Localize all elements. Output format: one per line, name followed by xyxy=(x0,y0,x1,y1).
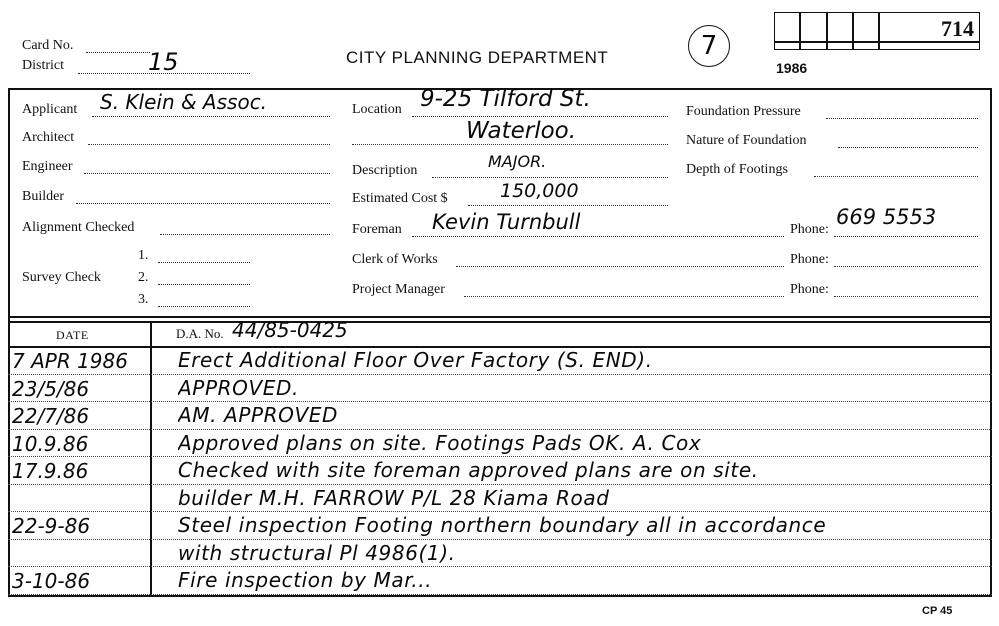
log-row xyxy=(8,457,992,485)
log-bottom-rule xyxy=(8,595,992,597)
cost-label: Estimated Cost $ xyxy=(352,191,448,206)
engineer-line xyxy=(84,173,330,174)
alignment-line xyxy=(160,234,330,235)
builder-line xyxy=(76,203,330,204)
card-number: 714 xyxy=(941,16,974,41)
pm-line xyxy=(464,296,784,297)
log-text: APPROVED. xyxy=(178,375,299,400)
log-row xyxy=(8,402,992,430)
district-value: 15 xyxy=(148,48,179,76)
description-line xyxy=(432,177,668,178)
cost-value: 150,000 xyxy=(500,180,579,202)
nature-line xyxy=(838,147,978,148)
form-code: CP 45 xyxy=(922,605,953,617)
location-label: Location xyxy=(352,102,402,117)
foundation-pressure-line xyxy=(826,118,978,119)
log-row xyxy=(8,540,992,568)
survey-3: 3. xyxy=(138,292,149,307)
log-text: Erect Additional Floor Over Factory (S. END). xyxy=(178,348,653,372)
card-no-label: Card No. xyxy=(22,38,74,53)
circled-number xyxy=(688,25,730,67)
log-row xyxy=(8,375,992,403)
department-title: CITY PLANNING DEPARTMENT xyxy=(346,48,609,67)
clerk-line xyxy=(456,266,784,267)
location-line-1 xyxy=(412,116,668,117)
log-date: 23/5/86 xyxy=(12,376,90,401)
box-divider xyxy=(799,12,801,50)
engineer-label: Engineer xyxy=(22,159,73,174)
phone-line-1 xyxy=(834,236,978,237)
applicant-line xyxy=(92,116,330,117)
log-text: Checked with site foreman approved plans are on site. xyxy=(178,458,759,482)
foreman-label: Foreman xyxy=(352,222,402,237)
da-label: D.A. No. xyxy=(176,326,224,341)
da-value: 44/85-0425 xyxy=(232,318,348,342)
description-label: Description xyxy=(352,163,418,178)
foreman-line xyxy=(412,236,784,237)
clerk-label: Clerk of Works xyxy=(352,252,438,267)
location-value-2: Waterloo. xyxy=(466,118,577,144)
box-divider xyxy=(826,12,828,50)
log-top-rule xyxy=(8,316,992,318)
survey-2: 2. xyxy=(138,270,149,285)
log-text: Approved plans on site. Footings Pads OK. A. Cox xyxy=(178,430,702,455)
phone-line-3 xyxy=(834,296,978,297)
log-top-rule-2 xyxy=(8,321,992,323)
phone-label-1: Phone: xyxy=(790,222,829,237)
foreman-value: Kevin Turnbull xyxy=(432,210,581,234)
survey-3-line xyxy=(158,306,250,307)
log-text: builder M.H. FARROW P/L 28 Kiama Road xyxy=(178,485,610,510)
log-text: with structural Pl 4986(1). xyxy=(178,540,456,565)
description-value: MAJOR. xyxy=(488,152,547,171)
pm-label: Project Manager xyxy=(352,282,445,297)
log-text: Steel inspection Footing northern boundary all in accordance xyxy=(178,513,827,537)
log-text: AM. APPROVED xyxy=(178,403,339,427)
log-date: 3-10-86 xyxy=(12,569,91,593)
log-date: 7 APR 1986 xyxy=(12,349,128,373)
card-number-box xyxy=(774,12,980,50)
phone-label-2: Phone: xyxy=(790,252,829,267)
phone-line-2 xyxy=(834,266,978,267)
log-text: Fire inspection by Mar... xyxy=(178,568,433,592)
circled-number-value: 7 xyxy=(700,31,718,61)
architect-label: Architect xyxy=(22,130,75,145)
location-value-1: 9-25 Tilford St. xyxy=(420,86,591,112)
cost-line xyxy=(468,205,668,206)
log-row xyxy=(8,567,992,595)
architect-line xyxy=(88,144,330,145)
card-no-line xyxy=(86,52,150,53)
survey-1: 1. xyxy=(138,248,149,263)
survey-label: Survey Check xyxy=(22,270,101,285)
survey-1-line xyxy=(158,262,250,263)
phone-value-1: 669 5553 xyxy=(836,205,937,229)
foundation-pressure-label: Foundation Pressure xyxy=(686,104,801,119)
depth-label: Depth of Footings xyxy=(686,162,788,177)
builder-label: Builder xyxy=(22,189,64,204)
log-date: 22/7/86 xyxy=(12,404,90,428)
nature-label: Nature of Foundation xyxy=(686,133,807,148)
survey-2-line xyxy=(158,284,250,285)
year-label: 1986 xyxy=(776,60,808,76)
location-line-2 xyxy=(352,144,668,145)
depth-line xyxy=(814,176,978,177)
log-row xyxy=(8,512,992,540)
log-date: 10.9.86 xyxy=(12,431,89,456)
log-row xyxy=(8,485,992,513)
applicant-label: Applicant xyxy=(22,102,78,117)
phone-label-3: Phone: xyxy=(790,282,829,297)
log-date: 22-9-86 xyxy=(12,514,91,538)
date-header: DATE xyxy=(56,328,89,342)
log-row xyxy=(8,347,992,375)
box-divider xyxy=(878,12,880,50)
box-divider xyxy=(852,12,854,50)
log-row xyxy=(8,430,992,458)
log-date: 17.9.86 xyxy=(12,459,89,483)
applicant-value: S. Klein & Assoc. xyxy=(100,90,268,114)
alignment-label: Alignment Checked xyxy=(22,220,135,235)
district-label: District xyxy=(22,58,64,73)
